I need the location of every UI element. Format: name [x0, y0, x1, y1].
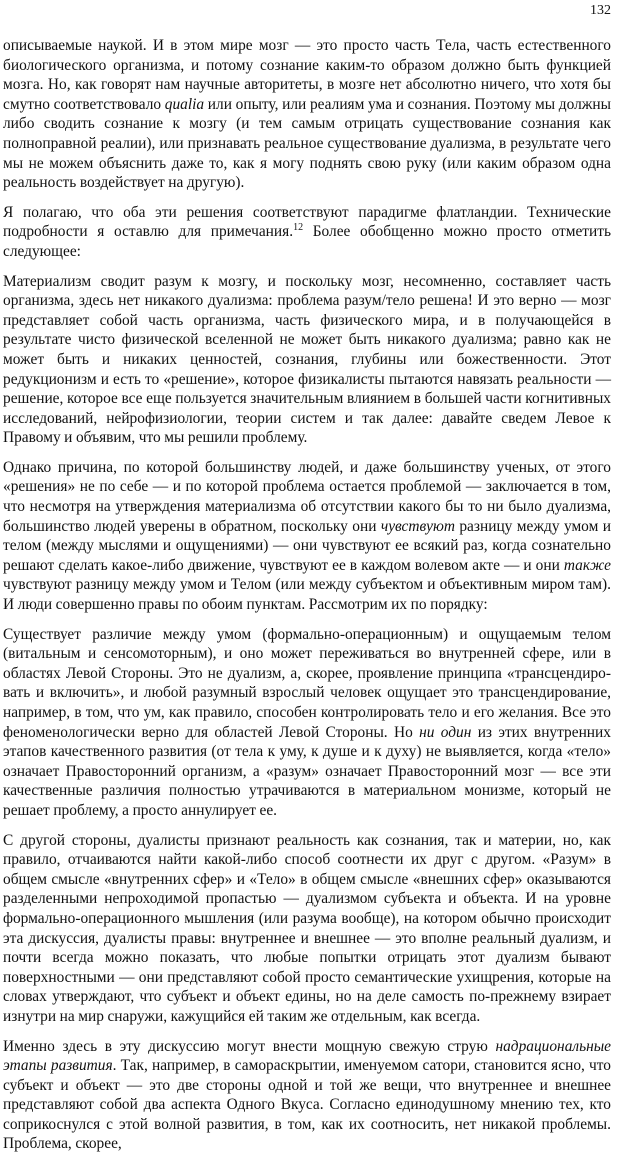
- paragraph: [3, 36, 611, 193]
- paragraph: [3, 203, 611, 262]
- emphasis-text: qualia: [165, 96, 204, 113]
- text-run: из этих внутренних этапов качественного развития (от тела к уму, к душе и к духу) не выявляется, когда «тело» означает Правосторонний организм, а «разум» означает Правосторонний мозг — все эти качественные различия полностью утрачиваются в материальном монизме, который не решает проблему, а просто аннулирует ее.: [3, 724, 611, 819]
- text-run: чувствуют разницу между умом и Телом (или между субъектом и объективным миром там). И люди совершенно правы по обоим пунктам. Рассмотрим их по порядку:: [3, 576, 611, 613]
- emphasis-text: также: [564, 557, 611, 574]
- paragraph: [3, 1037, 611, 1154]
- emphasis-text: надрациональные этапы развития: [3, 1038, 611, 1075]
- text-run: разницу между умом и телом (между мыслями и ощущениями) — они чувствуют ее всякий раз, когда сознательно решают сделать какое-либо движение, чувствуют ее в каждом волевом акте — и они: [3, 518, 611, 574]
- emphasis-text: чувствуют: [381, 518, 455, 535]
- text-run: Однако причина, по которой большинству людей, и даже большинству ученых, от этого «решения» не по себе — и по которой проблема остается проблемой — заключается в том, что несмотря на утверждения материализма об отсутствии какого бы то ни было дуализма, большинство людей уверены в обратном, поскольку они: [3, 459, 611, 535]
- footnote-ref: 12: [293, 222, 303, 233]
- paragraph: [3, 625, 611, 821]
- text-run: Именно здесь в эту дискуссию могут внести мощную свежую струю: [3, 1038, 495, 1055]
- paragraph: [3, 831, 611, 1027]
- emphasis-text: ни один: [419, 724, 471, 741]
- text-run: Существует различие между умом (формально-операционным) и ощущаемым телом (витальным и сенсомоторным), и оно может переживаться во внутренней сфере, или в областях Левой Стороны. Это не дуализм, а, скорее, проявление принципа «трансцендиро-вать и включить», и любой разумный взрослый человек ощущает это трансцендирование, например, в том, что ум, как правило, способен контролировать тело и его желания. Все это феноменологически верно для областей Левой Стороны. Но: [3, 626, 611, 741]
- text-run: Более обобщенно можно просто отметить следующее:: [3, 223, 611, 260]
- paragraph: [3, 272, 611, 448]
- paragraph: [3, 458, 611, 615]
- text-run: или опыту, или реалиям ума и сознания. Поэтому мы должны либо сводить сознание к мозгу (и тем самым отрицать существование сознания как полноправной реалии), или признавать реальное существование дуализма, в результате чего мы не можем объяснить даже то, как я могу поднять свою руку (или каким образом одна реальность воздействует на другую).: [3, 96, 611, 191]
- text-run: . Так, например, в самораскрытии, именуемом сатори, становится ясно, что субъект и объект — это две стороны одной и той же вещи, что внутреннее и внешнее представляют собой два аспекта Одного Вкуса. Согласно единодушному мнению тех, кто соприкоснулся с этой волной развития, в том, как их соотносить, нет никакой проблемы. Проблема, скорее,: [3, 1057, 611, 1152]
- page-number: 132: [3, 2, 611, 20]
- text-run: С другой стороны, дуалисты признают реальность как сознания, так и материи, но, как правило, отчаиваются найти какой-либо способ соотнести их друг с другом. «Разум» в общем смысле «внутренних сфер» и «Тело» в общем смысле «внешних сфер» оказываются разделенными непроходимой пропастью — дуализмом субъекта и объекта. И на уровне формально-операционного мышления (или разума вообще), на котором обычно происходит эта дискуссия, дуалисты правы: внутреннее и внешнее — это вполне реальный дуализм, и почти всегда можно показать, что любые попытки отрицать этот дуализм бывают поверхностными — они представляют собой просто семантические ухищрения, которые на словах утверждают, что субъект и объект едины, но на деле самость по-прежнему взирает изнутри на мир снаружи, кажущийся ей таким же отдельным, как всегда.: [3, 832, 611, 1025]
- text-run: Материализм сводит разум к мозгу, и поскольку мозг, несомненно, составляет часть организма, здесь нет никакого дуализма: проблема разум/тело решена! И это верно — мозг представляет собой часть организма, часть физического мира, и в получающейся в результате чисто физической вселенной не может быть никакого дуализма; равно как не может быть и никаких ценностей, сознания, глубины или божественности. Этот редукционизм и есть то «решение», которое физикалисты пытаются навязать реальности — решение, которое все еще пользуется значительным влиянием в большей части когнитивных исследований, нейрофизиологии, теории систем и так далее: давайте сведем Левое к Правому и объявим, что мы решили проблему.: [3, 273, 611, 447]
- body-text: [3, 36, 611, 1154]
- text-run: описываемые наукой. И в этом мире мозг — это просто часть Тела, часть естественного биологического организма, и потому сознание каким-то образом должно быть функцией мозга. Но, как говорят нам научные авторитеты, в мозге нет абсолютно ничего, что хотя бы смутно соответствовало: [3, 37, 611, 113]
- text-run: Я полагаю, что оба эти решения соответствуют парадигме флатландии. Технические подробности я оставлю для примечания.: [3, 204, 611, 241]
